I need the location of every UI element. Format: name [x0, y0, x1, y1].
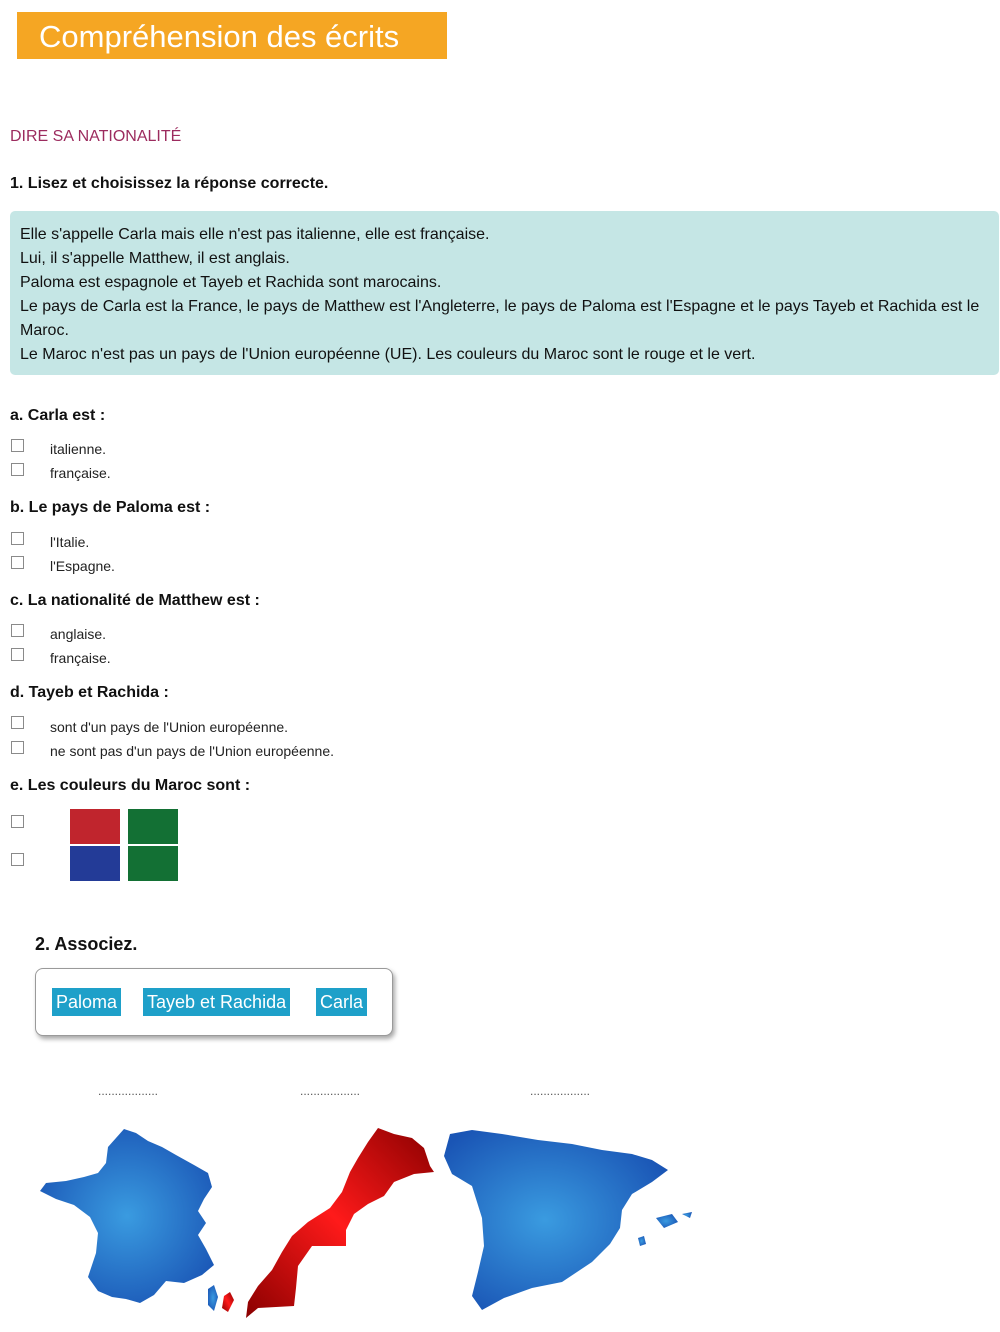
exercise1-instruction: 1. Lisez et choisissez la réponse correcte. [10, 175, 329, 192]
question-e-label: e. Les couleurs du Maroc sont : [10, 777, 251, 794]
text-line: Paloma est espagnole et Tayeb et Rachida sont marocains. [20, 274, 442, 291]
question-d-label: d. Tayeb et Rachida : [10, 684, 169, 701]
section-title: DIRE SA NATIONALITÉ [10, 128, 182, 145]
question-b-option1-checkbox[interactable] [11, 532, 24, 545]
drop-target-morocco[interactable]: .................. [300, 1084, 361, 1098]
drag-source-box [35, 968, 393, 1036]
question-d-option1-label: sont d'un pays de l'Union européenne. [50, 719, 289, 735]
question-e-option1-checkbox[interactable] [11, 815, 24, 828]
text-line: Le pays de Carla est la France, le pays de Matthew est l'Angleterre, le pays de Paloma est l'Espagne et le pays Tayeb et Rachida est le Maroc. [20, 298, 980, 339]
question-c-option2-label: française. [50, 650, 111, 666]
question-a-option1-checkbox[interactable] [11, 439, 24, 452]
question-c-option1-label: anglaise. [50, 626, 107, 642]
question-b-label: b. Le pays de Paloma est : [10, 499, 211, 516]
france-map [36, 1125, 221, 1315]
drag-chip-paloma[interactable]: Paloma [52, 988, 121, 1016]
question-a-option1-label: italienne. [50, 441, 107, 457]
reading-text-box [10, 211, 999, 375]
question-a-label: a. Carla est : [10, 407, 106, 424]
question-e-option2-checkbox[interactable] [11, 853, 24, 866]
spain-map [442, 1126, 694, 1320]
question-b-option2-checkbox[interactable] [11, 556, 24, 569]
drag-chip-tayeb-et-rachida[interactable]: Tayeb et Rachida [143, 988, 290, 1016]
question-a-option2-label: française. [50, 465, 111, 481]
color-swatch-red [70, 809, 120, 844]
drop-target-france[interactable]: .................. [98, 1084, 159, 1098]
color-swatch-blue [70, 846, 120, 881]
question-d-option1-checkbox[interactable] [11, 716, 24, 729]
header-banner [17, 12, 447, 59]
text-line: Lui, il s'appelle Matthew, il est anglais. [20, 250, 290, 267]
color-swatch-green [128, 809, 178, 844]
text-line: Le Maroc n'est pas un pays de l'Union européenne (UE). Les couleurs du Maroc sont le rouge et le vert. [20, 346, 756, 363]
question-b-option1-label: l'Italie. [50, 534, 90, 550]
drag-chip-carla[interactable]: Carla [316, 988, 367, 1016]
question-c-label: c. La nationalité de Matthew est : [10, 592, 260, 609]
exercise2-instruction: 2. Associez. [35, 934, 138, 954]
question-a-option2-checkbox[interactable] [11, 463, 24, 476]
drop-target-spain[interactable]: .................. [530, 1084, 591, 1098]
page-title: Compréhension des écrits [39, 19, 400, 54]
question-b-option2-label: l'Espagne. [50, 558, 115, 574]
color-swatch-green [128, 846, 178, 881]
text-line: Elle s'appelle Carla mais elle n'est pas italienne, elle est française. [20, 226, 490, 243]
morocco-map [218, 1126, 440, 1320]
question-d-option2-checkbox[interactable] [11, 741, 24, 754]
question-c-option2-checkbox[interactable] [11, 648, 24, 661]
question-d-option2-label: ne sont pas d'un pays de l'Union européenne. [50, 743, 334, 759]
question-c-option1-checkbox[interactable] [11, 624, 24, 637]
